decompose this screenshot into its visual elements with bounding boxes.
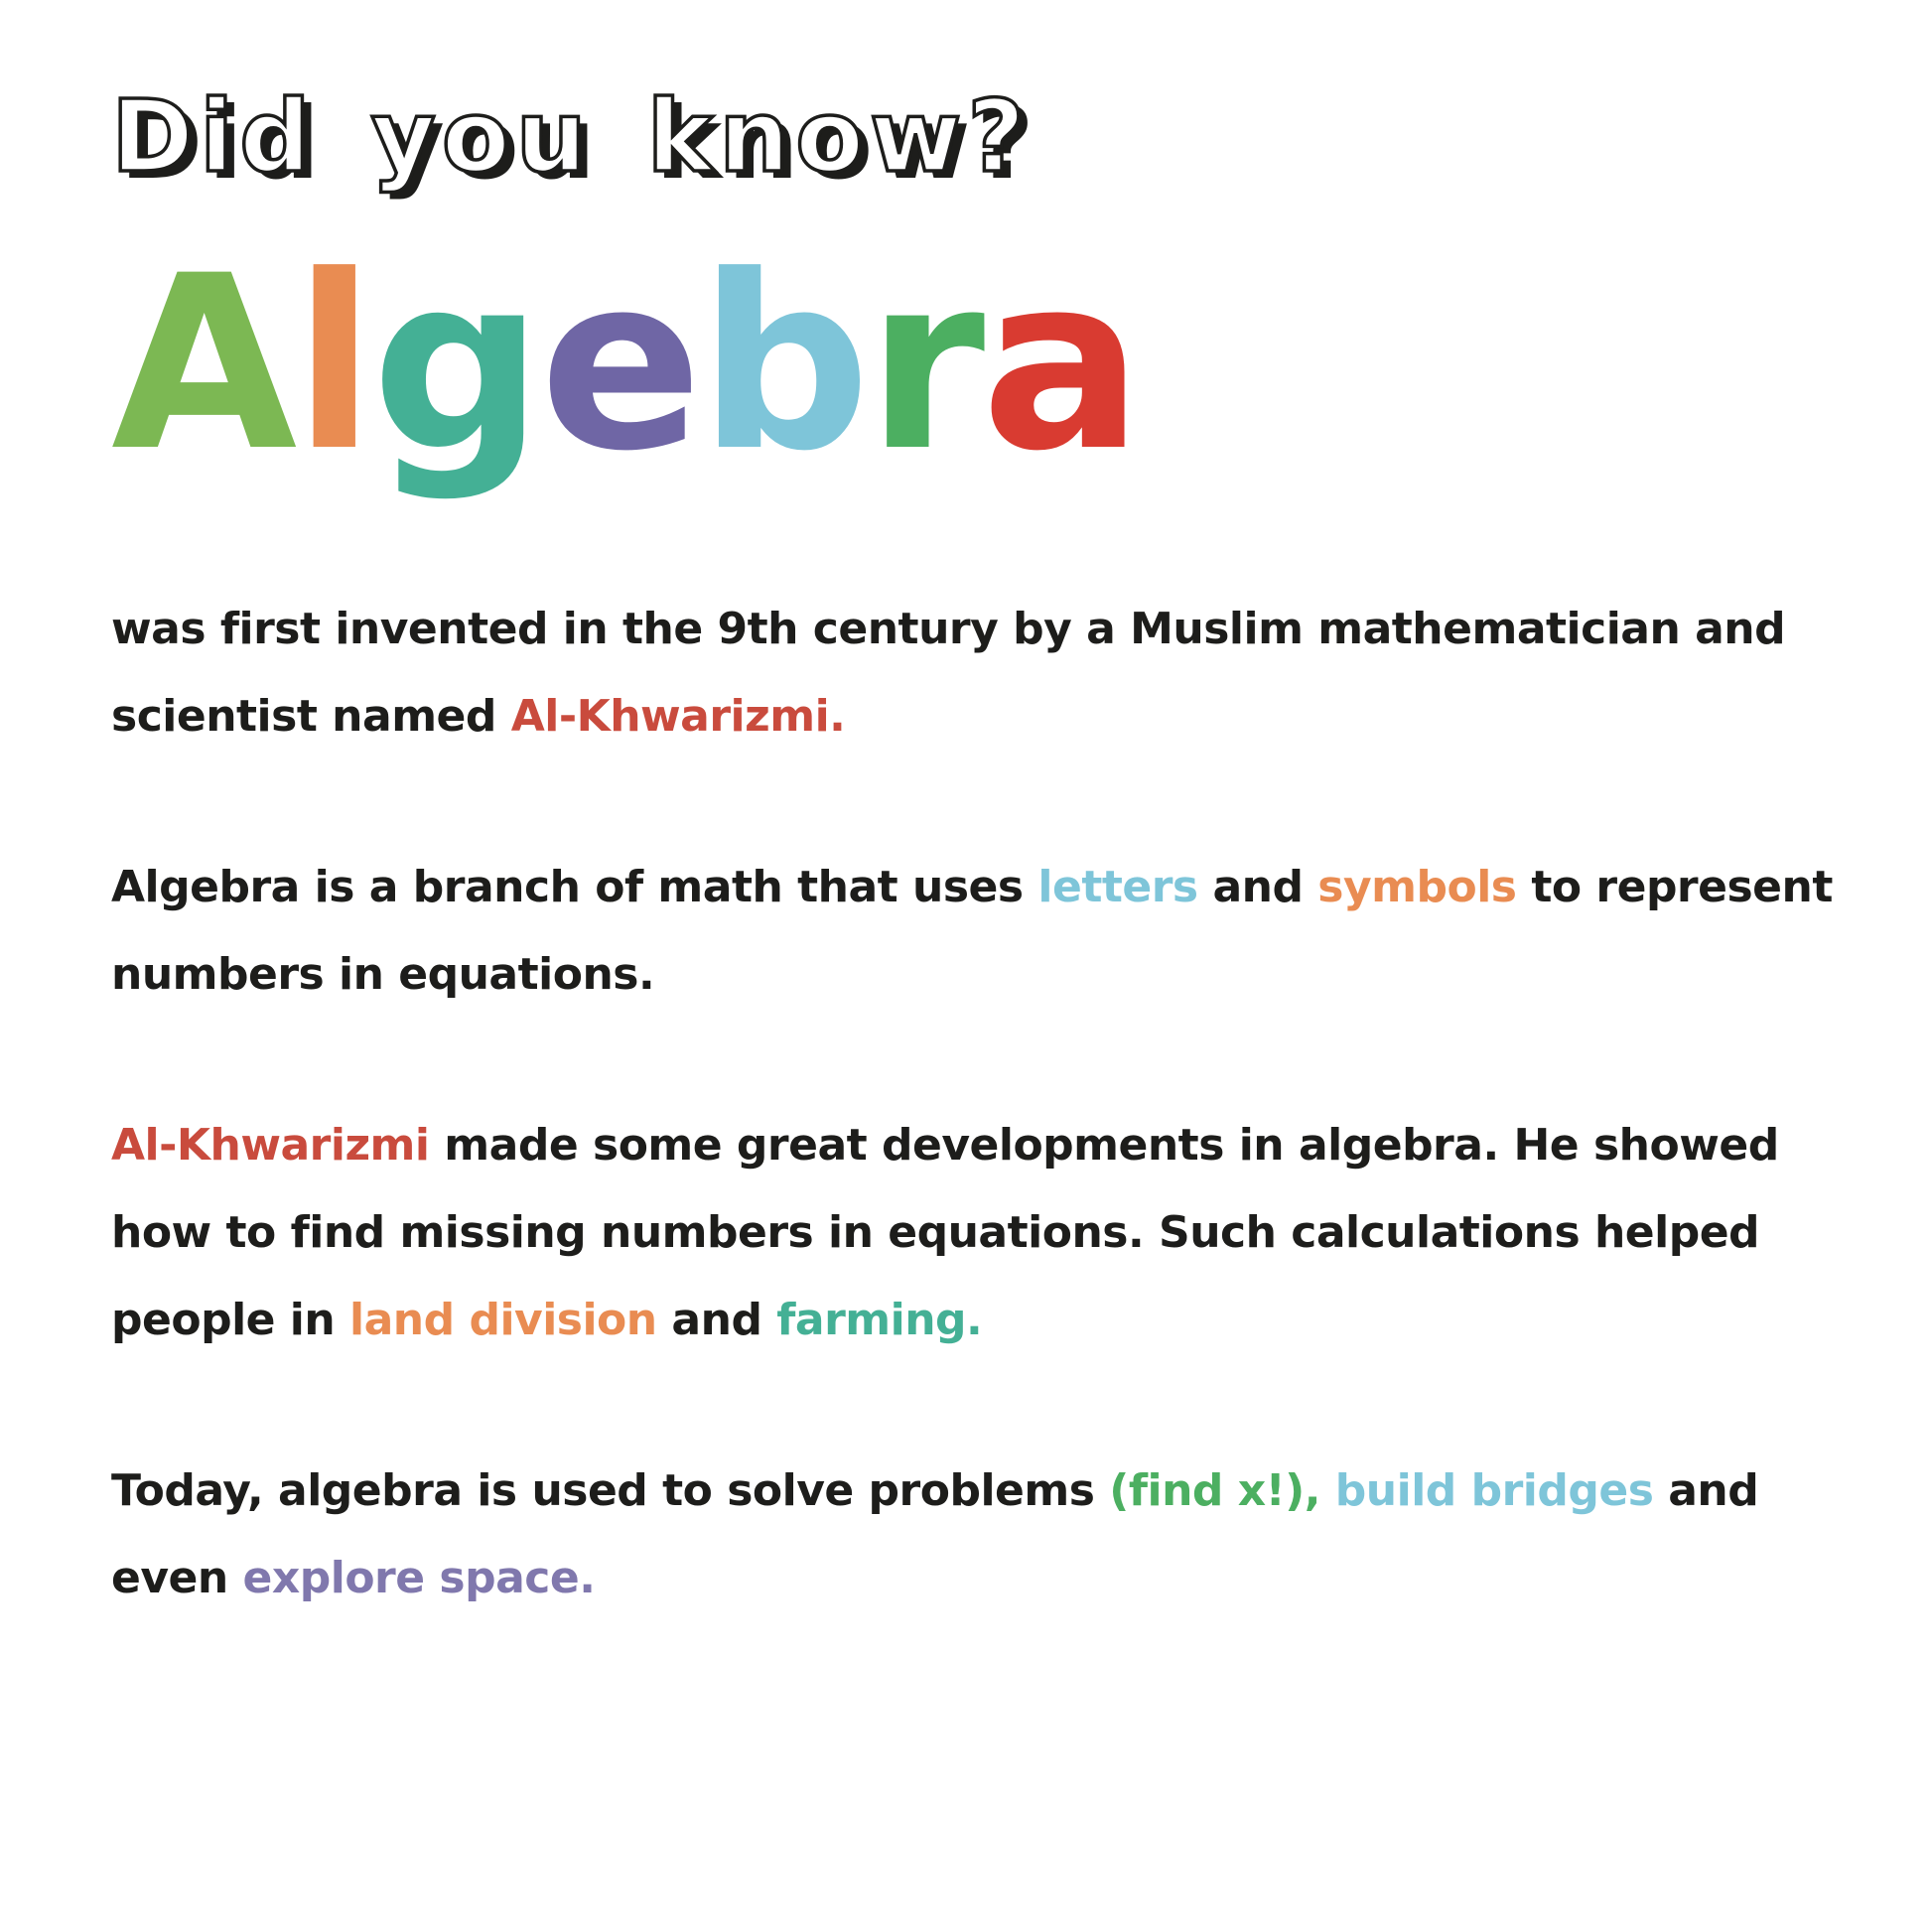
page-title: Did you know? [111,78,1032,195]
headline-letter: a [981,224,1140,504]
text-segment: and [656,1295,777,1345]
text-segment-al-khwarizmi: Al-Khwarizmi [111,1120,430,1171]
text-segment: made some great developments in algebra. He showed how to find missing numbers in equations. Such calculations helped people in [111,1120,1779,1345]
text-segment-al-khwarizmi: Al-Khwarizmi. [510,691,846,742]
poster-content [111,78,1849,1622]
text-segment-letters: letters [1037,862,1198,912]
text-segment: and [1197,862,1318,912]
headline-letter: g [371,224,540,504]
paragraph-developments [111,1102,1844,1364]
body-text [111,586,1849,1622]
headline-letter: b [698,224,867,504]
headline-letter: l [293,224,372,504]
headline-letter: r [866,224,982,504]
text-segment: to represent numbers in equations. [111,862,1833,1000]
headline-word-algebra [111,224,1849,504]
headline-letter: e [539,224,699,504]
headline-letter: A [111,224,294,504]
paragraph-definition [111,844,1844,1019]
paragraph-origin [111,586,1844,760]
text-segment-build-bridges: build bridges [1334,1465,1654,1516]
text-segment-land-division: land division [349,1295,657,1345]
text-segment-farming: farming. [776,1295,983,1345]
text-segment: Algebra is a branch of math that uses [111,862,1038,912]
text-segment: was first invented in the 9th century by a Muslim mathematician and scientist named [111,604,1786,742]
text-segment: Today, algebra is used to solve problems [111,1465,1110,1516]
text-segment-explore-space: explore space. [242,1553,596,1603]
text-segment-symbols: symbols [1317,862,1517,912]
text-segment-find-x: (find x!), [1109,1465,1335,1516]
paragraph-today [111,1448,1844,1622]
text-segment: and even [111,1465,1759,1603]
